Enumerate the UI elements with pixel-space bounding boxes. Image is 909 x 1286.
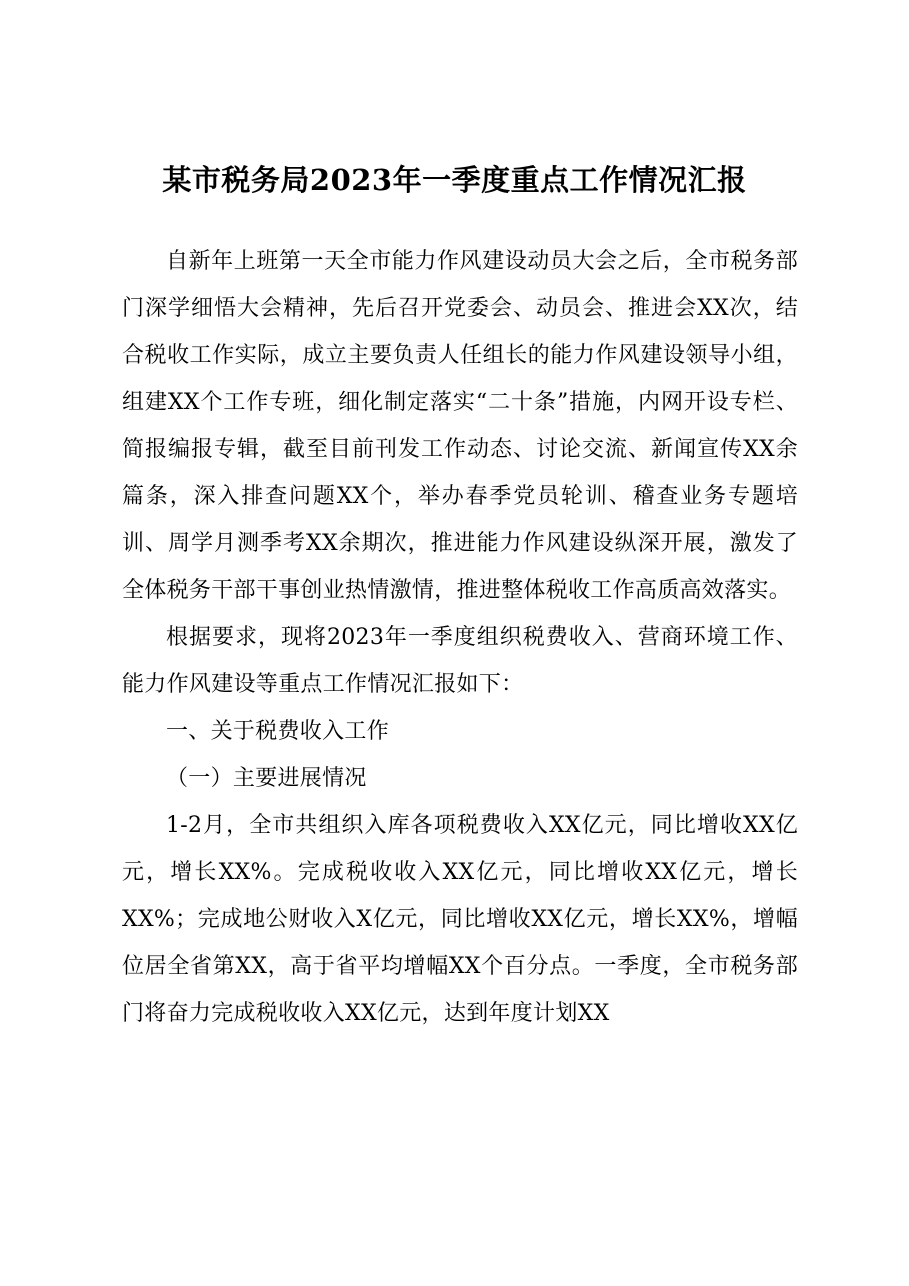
document-body: [122, 238, 798, 1037]
paragraph-intro: 自新年上班第一天全市能力作风建设动员大会之后，全市税务部门深学细悟大会精神，先后召开党委会、动员会、推进会XX次，结合税收工作实际，成立主要负责人任组长的能力作风建设领导小组，组建XX个工作专班，细化制定落实“二十条”措施，内网开设专栏、简报编报专辑，截至目前刊发工作动态、讨论交流、新闻宣传XX余篇条，深入排查问题XX个，举办春季党员轮训、稽查业务专题培训、周学月测季考XX余期次，推进能力作风建设纵深开展，激发了全体税务干部干事创业热情激情，推进整体税收工作高质高效落实。: [122, 249, 798, 603]
paragraph-revenue-figures: 1-2月，全市共组织入库各项税费收入XX亿元，同比增收XX亿元，增长XX%。完成税收收入XX亿元，同比增收XX亿元，增长XX%；完成地公财收入X亿元，同比增收XX亿元，增长XX%，增幅位居全省第XX，高于省平均增幅XX个百分点。一季度，全市税务部门将奋力完成税收收入XX亿元，达到年度计划XX: [122, 813, 798, 1026]
paragraph-report-scope: 根据要求，现将2023年一季度组织税费收入、营商环境工作、能力作风建设等重点工作情况汇报如下：: [122, 625, 798, 697]
section-heading-tax-revenue: 一、关于税费收入工作: [166, 719, 390, 744]
subsection-heading-progress: （一）主要进展情况: [166, 766, 367, 791]
document-title: 某市税务局2023年一季度重点工作情况汇报: [162, 163, 747, 197]
